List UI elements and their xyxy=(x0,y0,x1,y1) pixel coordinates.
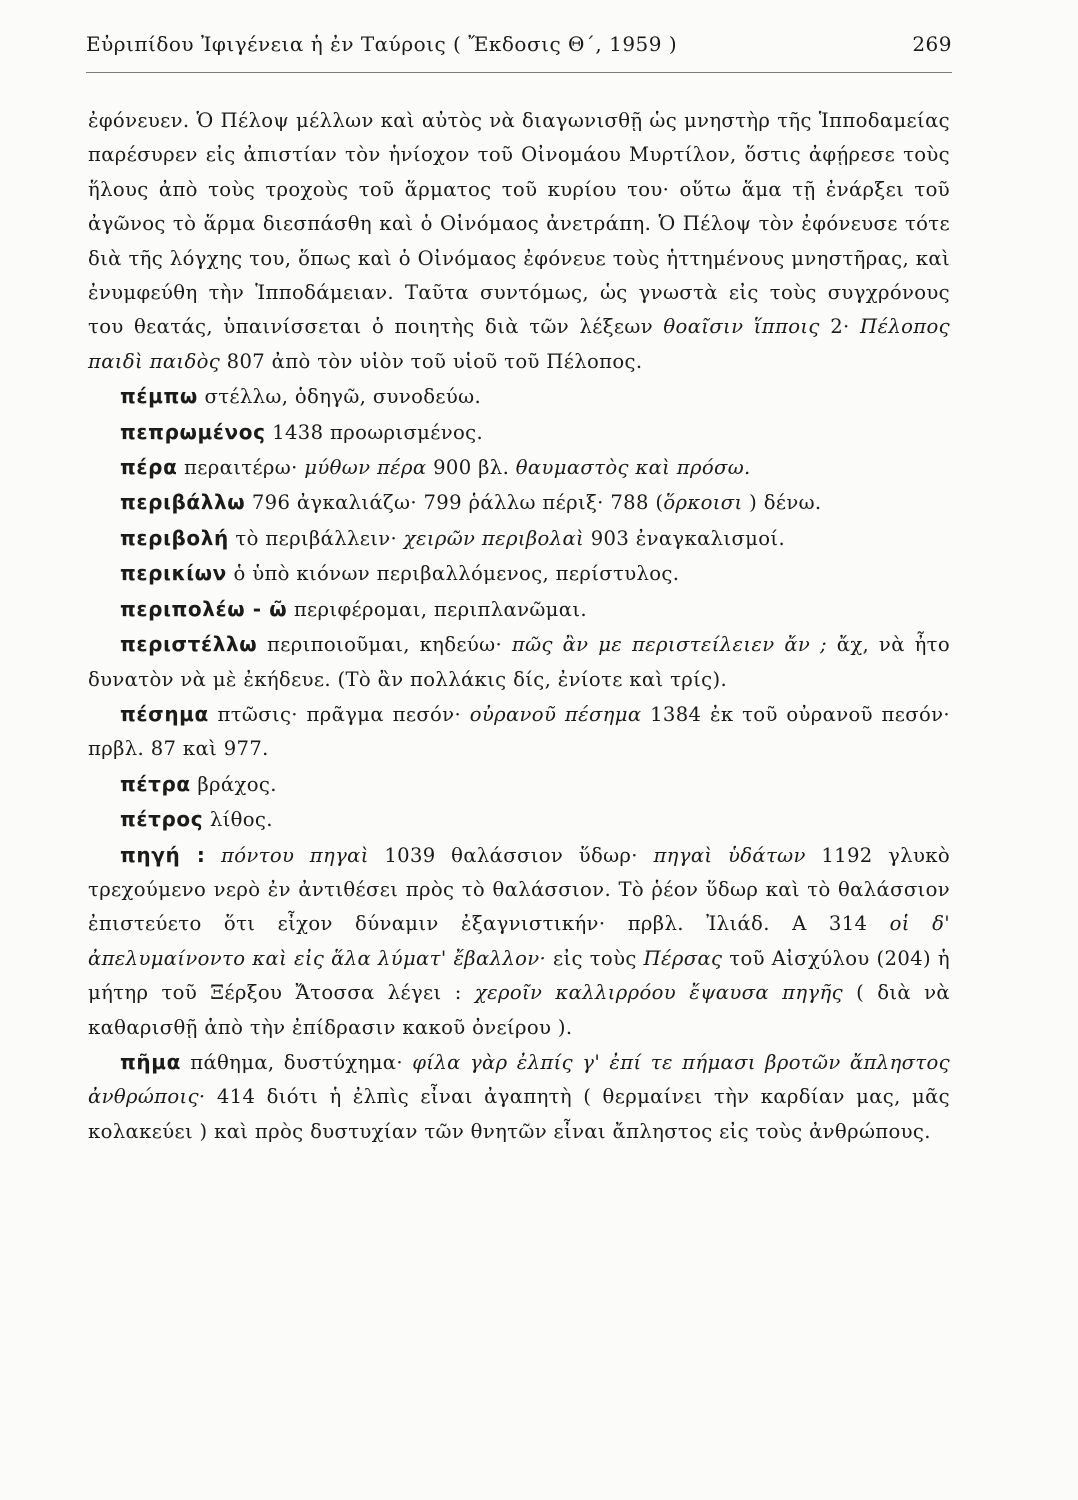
page-number: 269 xyxy=(912,32,952,56)
headword: πέτρα xyxy=(120,771,191,796)
headword: πῆμα xyxy=(120,1049,181,1074)
running-header xyxy=(86,32,952,56)
entry-peribole: περιβολή τὸ περιβάλλειν· χειρῶν περιβολαὶ 903 ἐναγκαλισμοί. xyxy=(120,525,786,550)
headword: περιβολή xyxy=(120,525,229,550)
running-title: Εὐριπίδου Ἰφιγένεια ἡ ἐν Ταύροις ( Ἔκδοσις Θ΄, 1959 ) xyxy=(86,32,678,56)
headword: περιστέλλω xyxy=(120,632,258,657)
entry-petros: πέτρος λίθος. xyxy=(120,807,273,832)
page-body xyxy=(88,104,950,1149)
headword: πέτρος xyxy=(120,807,204,832)
entry-pesema: πέσημα πτῶσις· πρᾶγμα πεσόν· οὐρανοῦ πέσημα 1384 ἐκ τοῦ οὐρανοῦ πεσόν· πρβλ. 87 καὶ 977. xyxy=(88,701,950,761)
headword: πέμπω xyxy=(120,384,198,409)
entry-pempo: πέμπω στέλλω, ὁδηγῶ, συνοδεύω. xyxy=(120,384,482,409)
headword: περιπολέω - ῶ xyxy=(120,596,288,621)
entry-pege: πηγή : πόντου πηγαὶ 1039 θαλάσσιον ὕδωρ· πηγαὶ ὑδάτων 1192 γλυκὸ τρεχούμενο νερὸ ἐν ἀντιθέσει πρὸς τὸ θαλάσσιον. Τὸ ῥέον ὕδωρ καὶ τὸ θαλάσσιον ἐπιστεύετο ὅτι εἶχον δύναμιν ἐξαγνιστικήν· πρβλ. Ἰλιάδ. Α 314 οἱ δ' ἀπελυμαίνοντο καὶ εἰς ἅλα λύματ' ἔβαλλον· εἰς τοὺς Πέρσας τοῦ Αἰσχύλου (204) ἡ μήτηρ τοῦ Ξέρξου Ἄτοσσα λέγει : χεροῖν καλλιρρόου ἔψαυσα πηγῆς ( διὰ νὰ καθαρισθῇ ἀπὸ τὴν ἐπίδρασιν κακοῦ ὀνείρου ). xyxy=(88,842,950,1039)
headword: πέσημα xyxy=(120,701,209,726)
entry-petra: πέτρα βράχος. xyxy=(120,771,277,796)
entry-perikion: περικίων ὁ ὑπὸ κιόνων περιβαλλόμενος, περίστυλος. xyxy=(120,561,680,586)
headword: πηγή : xyxy=(120,842,206,867)
entry-pera: πέρα περαιτέρω· μύθων πέρα 900 βλ. θαυμαστὸς καὶ πρόσω. xyxy=(120,455,751,480)
continuation-paragraph: ἐφόνευεν. Ὁ Πέλοψ μέλλων καὶ αὐτὸς νὰ διαγωνισθῇ ὡς μνηστὴρ τῆς Ἱπποδαμείας παρέσυρεν εἰς ἀπιστίαν τὸν ἡνίοχον τοῦ Οἰνομάου Μυρτίλον, ὅστις ἀφῄρεσε τοὺς ἥλους ἀπὸ τοὺς τροχοὺς τοῦ ἅρματος τοῦ κυρίου του· οὕτω ἅμα τῇ ἐνάρξει τοῦ ἀγῶνος τὸ ἅρμα διεσπάσθη καὶ ὁ Οἰνόμαος ἀνετράπη. Ὁ Πέλοψ τὸν ἐφόνευσε τότε διὰ τῆς λόγχης του, ὅπως καὶ ὁ Οἰνόμαος ἐφόνευε τοὺς ἡττημένους μνηστῆρας, καὶ ἐνυμφεύθη τὴν Ἱπποδάμειαν. Ταῦτα συντόμως, ὡς γνωστὰ εἰς τοὺς συγχρόνους του θεατάς, ὑπαινίσσεται ὁ ποιητὴς διὰ τῶν λέξεων θοαῖσιν ἵπποις 2· Πέλοπος παιδὶ παιδὸς 807 ἀπὸ τὸν υἱὸν τοῦ υἱοῦ τοῦ Πέλοπος. xyxy=(88,109,950,373)
entry-pema: πῆμα πάθημα, δυστύχημα· φίλα γὰρ ἐλπίς γ' ἐπί τε πήμασι βροτῶν ἄπληστος ἀνθρώποις· 414 διότι ἡ ἐλπὶς εἶναι ἀγαπητὴ ( θερμαίνει τὴν καρδίαν μας, μᾶς κολακεύει ) καὶ πρὸς δυστυχίαν τῶν θνητῶν εἶναι ἄπληστος εἰς τοὺς ἀνθρώπους. xyxy=(88,1049,950,1143)
headword: πεπρωμένος xyxy=(120,419,266,444)
entry-peripoleo: περιπολέω - ῶ περιφέρομαι, περιπλανῶμαι. xyxy=(120,596,587,621)
headword: περικίων xyxy=(120,561,227,586)
headword: περιβάλλω xyxy=(120,490,246,515)
header-divider xyxy=(86,72,952,73)
entry-pepromenos: πεπρωμένος 1438 προωρισμένος. xyxy=(120,419,484,444)
entry-peristello: περιστέλλω περιποιοῦμαι, κηδεύω· πῶς ἂν με περιστείλειεν ἄν ; ἄχ, νὰ ἦτο δυνατὸν νὰ μὲ ἐκήδευε. (Τὸ ἂν πολλάκις δίς, ἐνίοτε καὶ τρίς). xyxy=(88,632,950,691)
entry-periballo: περιβάλλω 796 ἀγκαλιάζω· 799 ῥάλλω πέριξ· 788 (ὅρκοισι ) δένω. xyxy=(120,490,822,515)
headword: πέρα xyxy=(120,455,178,480)
